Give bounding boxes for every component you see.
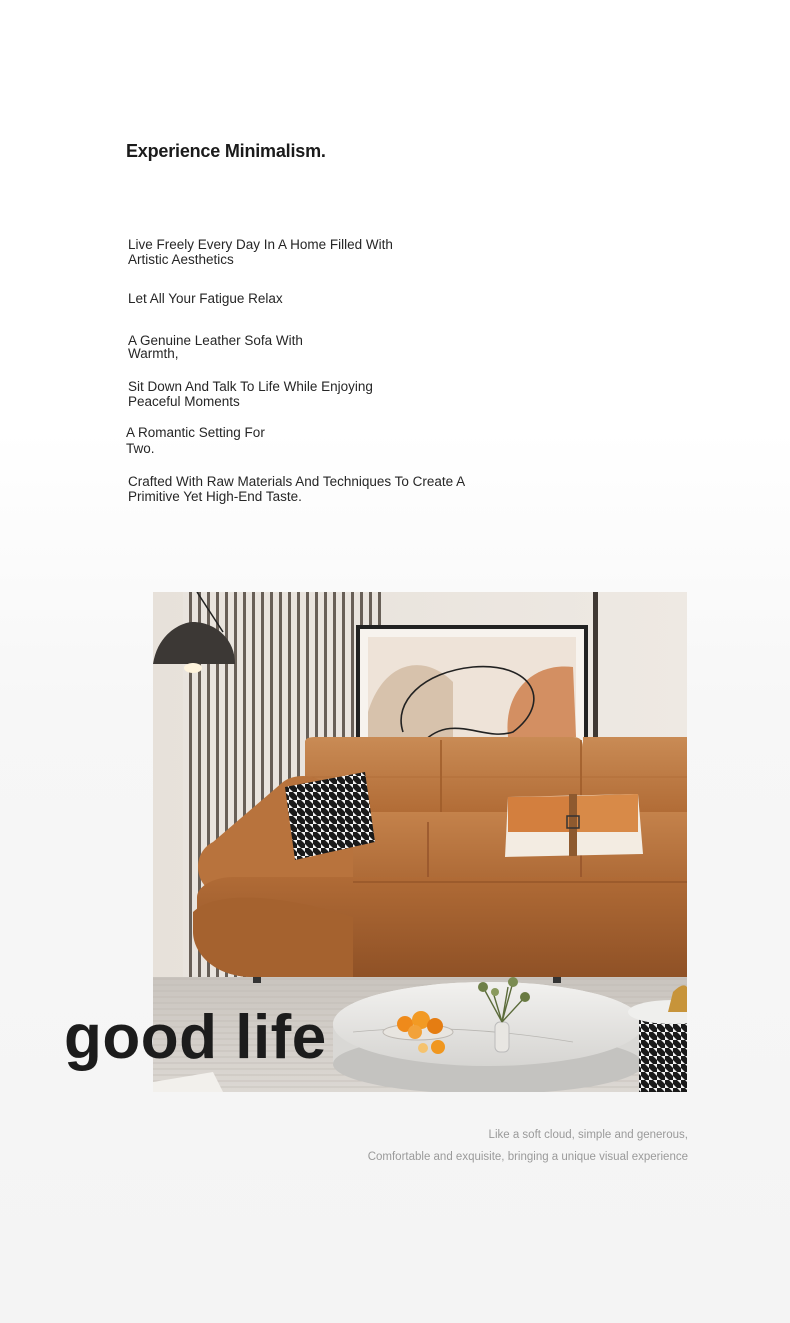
tagline-2	[128, 291, 283, 306]
tagline-1	[128, 237, 393, 267]
tagline-6-line-2: Primitive Yet High-End Taste.	[128, 489, 302, 504]
tagline-5-line-2: Two.	[126, 441, 155, 456]
tagline-1-line-2: Artistic Aesthetics	[128, 252, 234, 267]
page-title: Experience Minimalism.	[126, 141, 326, 161]
tagline-4	[128, 379, 373, 409]
caption-line-1: Like a soft cloud, simple and generous,	[488, 1129, 688, 1141]
tagline-6	[128, 474, 465, 504]
tagline-5-line-1: A Romantic Setting For	[126, 425, 265, 440]
tagline-3-line-1: A Genuine Leather Sofa With	[128, 333, 303, 348]
tagline-4-line-2: Peaceful Moments	[128, 394, 240, 409]
tagline-4-line-1: Sit Down And Talk To Life While Enjoying	[128, 379, 373, 394]
tagline-5	[126, 425, 265, 457]
tagline-1-line-1: Live Freely Every Day In A Home Filled With	[128, 237, 393, 252]
tagline-3	[128, 335, 303, 360]
hero-overlay-text: good life	[64, 1003, 327, 1072]
tagline-2-line-1: Let All Your Fatigue Relax	[128, 291, 283, 306]
tagline-3-line-2: Warmth,	[128, 345, 179, 361]
tagline-6-line-1: Crafted With Raw Materials And Techniques To Create A	[128, 474, 466, 489]
caption-line-2: Comfortable and exquisite, bringing a unique visual experience	[367, 1151, 688, 1163]
